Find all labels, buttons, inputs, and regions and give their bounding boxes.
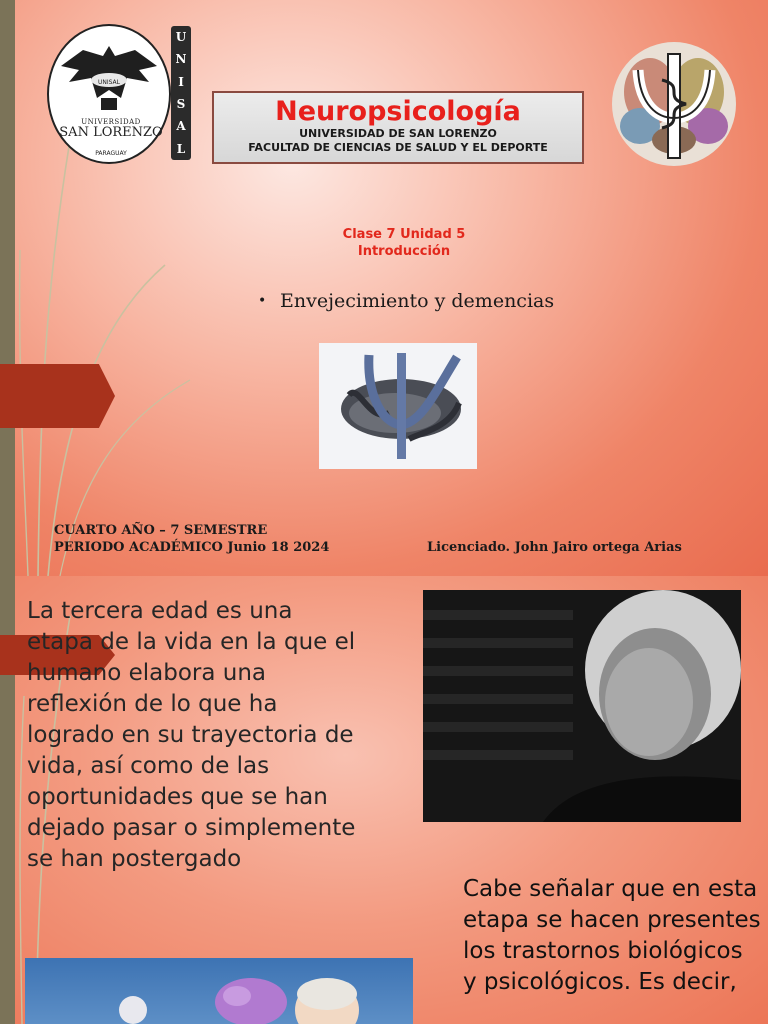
logo-letter: A — [176, 119, 186, 134]
class-unit: Clase 7 Unidad 5 — [342, 227, 466, 242]
logo-name-small: UNIVERSIDAD — [81, 118, 141, 126]
class-heading — [300, 226, 508, 260]
university-line: UNIVERSIDAD DE SAN LORENZO — [299, 127, 497, 140]
logo-letter-column — [171, 26, 191, 160]
faculty-line: FACULTAD DE CIENCIAS DE SALUD Y EL DEPORTE — [248, 141, 548, 154]
bullet-dot: • — [258, 293, 267, 309]
logo-name-big: SAN LORENZO — [59, 125, 163, 140]
logo-seal-text: UNISAL — [97, 79, 121, 86]
logo-letter: L — [176, 141, 186, 156]
logo-oval — [47, 24, 171, 164]
topic-bullet — [258, 290, 554, 312]
instructor-name: Licenciado. John Jairo ortega Arias — [427, 540, 682, 555]
logo-letter: U — [175, 30, 187, 45]
logo-letter: S — [176, 97, 186, 112]
academic-period: PERIODO ACADÉMICO Junio 18 2024 — [54, 540, 330, 555]
university-logo — [47, 24, 195, 166]
elderly-woman-photo — [423, 590, 741, 822]
course-title: Neuropsicología — [275, 96, 521, 127]
logo-name — [49, 118, 173, 140]
logo-country: PARAGUAY — [95, 150, 127, 157]
brain-illustration-image — [25, 958, 413, 1024]
slide-content — [0, 576, 768, 1024]
title-box — [212, 91, 584, 164]
year-semester: CUARTO AÑO – 7 SEMESTRE — [54, 523, 268, 538]
paragraph-third-age: La tercera edad es una etapa de la vida en la que el humano elabora una reflexión de lo que ha logrado en su trayectoria de vida, así como de las oportunidades que se han dejado pasar o simplemente se han postergado — [27, 598, 356, 872]
brain-psi-icon — [610, 40, 738, 168]
logo-letter: I — [178, 74, 184, 89]
logo-seal-label — [49, 74, 169, 94]
class-intro: Introducción — [357, 244, 451, 259]
topic-text: Envejecimiento y demencias — [280, 290, 555, 312]
logo-letter: N — [175, 52, 187, 67]
psi-sculpture-image — [319, 343, 477, 469]
paragraph-disorders: Cabe señalar que en esta etapa se hacen presentes los trastornos biológicos y psicológicos. Es decir, — [463, 876, 761, 995]
arrow-tab — [0, 364, 115, 428]
course-info — [54, 522, 329, 556]
